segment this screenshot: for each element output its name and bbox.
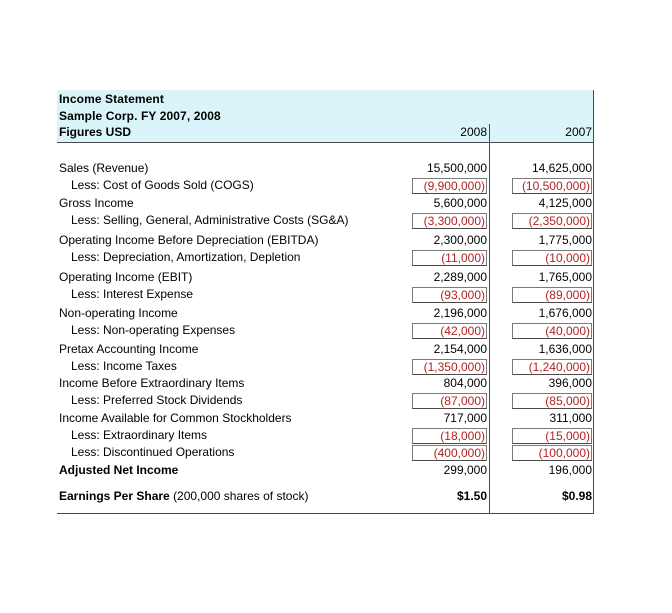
value-2008: 804,000 [443,376,487,390]
value-2007: (100,000) [512,445,592,461]
table-row [57,411,594,428]
value-2007: (1,240,000) [512,359,592,375]
value-2007: 1,636,000 [538,342,592,356]
value-2008: 299,000 [443,463,487,477]
row-label: Less: Non-operating Expenses [71,323,236,337]
table-row [57,161,594,178]
row-label: Operating Income Before Depreciation (EBITDA) [59,233,319,247]
row-label: Less: Discontinued Operations [71,445,235,459]
value-2008: (87,000) [412,393,487,409]
value-2007: (40,000) [512,323,592,339]
row-label: Less: Extraordinary Items [71,428,208,442]
value-2007: 396,000 [548,376,592,390]
value-2008: (400,000) [412,445,487,461]
row-label: Less: Interest Expense [71,287,194,301]
table-row [57,196,594,213]
year-2007-header: 2007 [565,125,592,139]
value-2007: (10,000) [512,250,592,266]
row-label: Less: Depreciation, Amortization, Depletion [71,250,301,264]
eps-value-2008: $1.50 [456,489,487,503]
value-2008: 15,500,000 [426,161,487,175]
eps-label: Earnings Per Share [59,489,170,503]
row-label: Operating Income (EBIT) [59,270,193,284]
eps-label-group [59,489,308,503]
column-header-row [57,124,594,143]
figures-currency-label: Figures USD [59,125,132,139]
table-row [57,428,594,445]
income-statement-sheet [57,90,594,514]
table-row [57,287,594,304]
value-2008: (11,000) [412,250,487,266]
table-row [57,445,594,462]
row-label: Adjusted Net Income [59,463,179,477]
value-2007: 196,000 [548,463,592,477]
earnings-per-share-row [57,489,594,506]
value-2007: (89,000) [512,287,592,303]
value-2008: 717,000 [443,411,487,425]
table-row [57,376,594,393]
sheet-bottom-border [57,513,594,514]
value-2008: 2,154,000 [433,342,487,356]
value-2007: 1,765,000 [538,270,592,284]
row-label: Income Before Extraordinary Items [59,376,245,390]
row-label: Pretax Accounting Income [59,342,199,356]
value-2008: 2,196,000 [433,306,487,320]
value-2008: 2,300,000 [433,233,487,247]
value-2007: 1,775,000 [538,233,592,247]
row-label: Less: Income Taxes [71,359,177,373]
company-fiscal-years: Sample Corp. FY 2007, 2008 [59,109,221,123]
value-2008: (3,300,000) [412,213,487,229]
table-row [57,178,594,195]
value-2008: (42,000) [412,323,487,339]
year-2008-header: 2008 [460,125,487,139]
statement-title: Income Statement [59,92,164,106]
row-label: Gross Income [59,196,134,210]
row-label: Sales (Revenue) [59,161,149,175]
table-row [57,342,594,359]
table-row [57,323,594,340]
value-2007: 14,625,000 [531,161,592,175]
value-2007: 311,000 [549,411,592,425]
value-2008: (18,000) [412,428,487,444]
row-label: Income Available for Common Stockholders [59,411,292,425]
table-row [57,250,594,267]
eps-shares-note: (200,000 shares of stock) [173,489,309,503]
table-row [57,213,594,230]
table-row-net-income [57,463,594,480]
value-2008: 2,289,000 [433,270,487,284]
value-2008: (1,350,000) [412,359,487,375]
table-row [57,306,594,323]
row-label: Less: Selling, General, Administrative Costs (SG&A) [71,213,349,227]
table-row [57,270,594,287]
value-2007: (2,350,000) [512,213,592,229]
value-2008: (93,000) [412,287,487,303]
row-label: Less: Preferred Stock Dividends [71,393,243,407]
value-2007: (15,000) [512,428,592,444]
row-label: Non-operating Income [59,306,178,320]
table-row [57,393,594,410]
value-2007: 4,125,000 [538,196,592,210]
table-row [57,233,594,250]
value-2008: 5,600,000 [433,196,487,210]
table-row [57,359,594,376]
value-2007: 1,676,000 [538,306,592,320]
value-2007: (10,500,000) [512,178,592,194]
value-2008: (9,900,000) [412,178,487,194]
eps-value-2007: $0.98 [561,489,592,503]
row-label: Less: Cost of Goods Sold (COGS) [71,178,254,192]
value-2007: (85,000) [512,393,592,409]
